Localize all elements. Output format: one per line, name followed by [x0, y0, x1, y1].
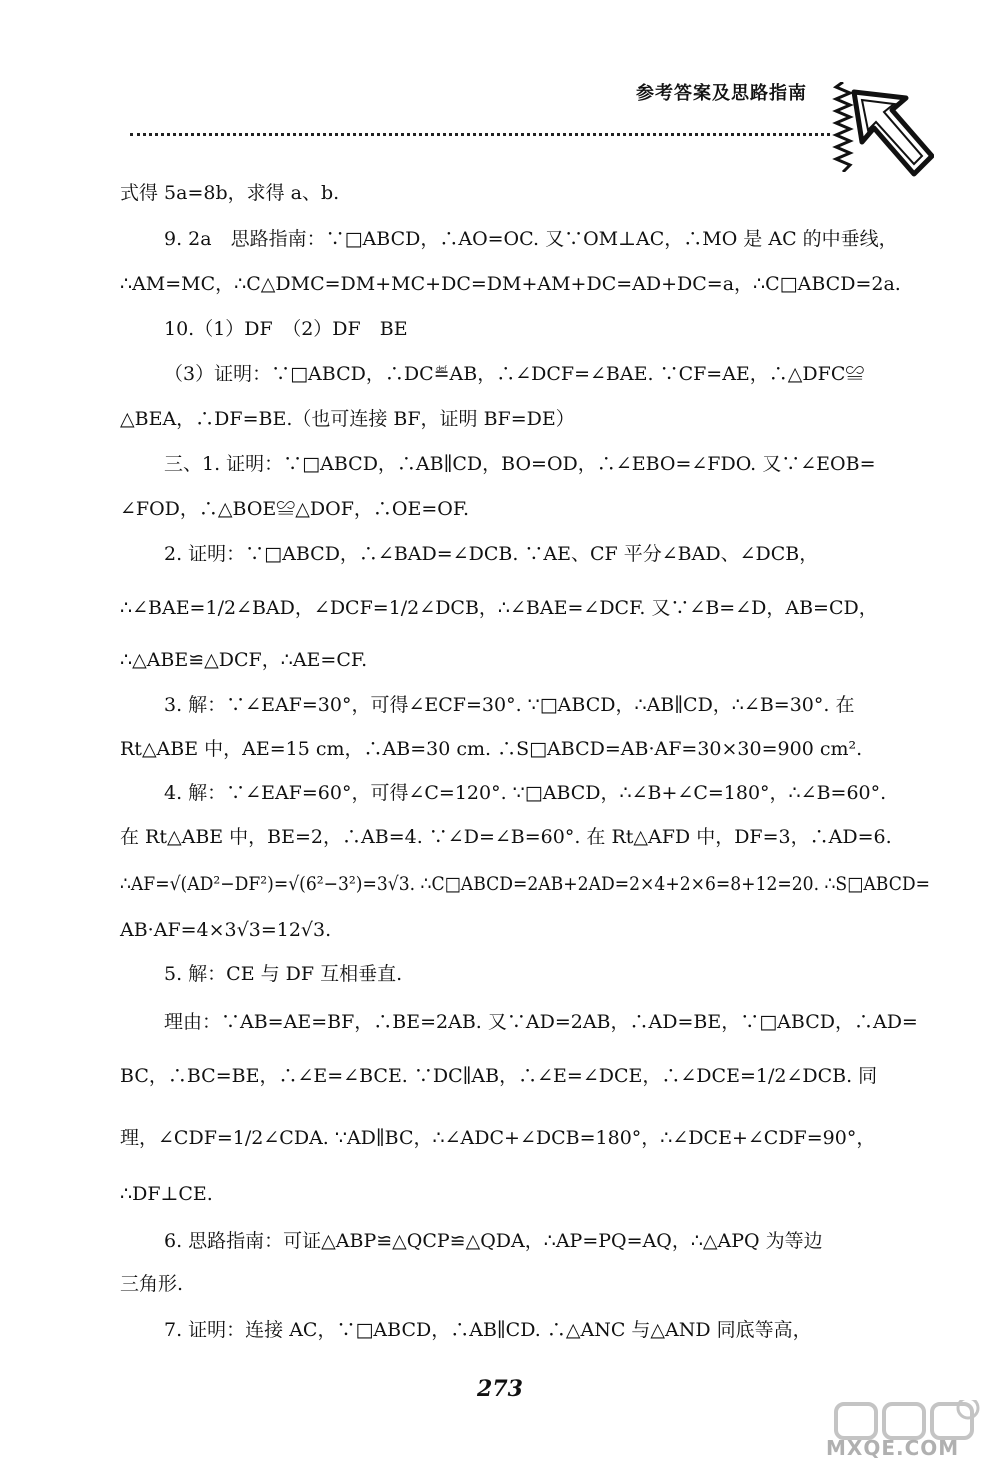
answer-line: ∴∠BAE=1/2∠BAD，∠DCF=1/2∠DCB，∴∠BAE=∠DCF. 又∵∠B=∠D，AB=CD，	[120, 597, 878, 619]
answer-line: 5. 解：CE 与 DF 互相垂直.	[164, 963, 403, 985]
answer-line: ∴AF=√(AD²−DF²)=√(6²−3²)=3√3. ∴C□ABCD=2AB+2AD=2×4+2×6=8+12=20. ∴S□ABCD=	[120, 873, 930, 895]
answer-line: 3. 解：∵∠EAF=30°，可得∠ECF=30°. ∵□ABCD，∴AB∥CD，∴∠B=30°. 在	[164, 694, 855, 716]
answer-line: BC，∴BC=BE，∴∠E=∠BCE. ∵DC∥AB，∴∠E=∠DCE，∴∠DCE=1/2∠DCB. 同	[120, 1065, 878, 1087]
answer-line: ∠FOD，∴△BOE≌△DOF，∴OE=OF.	[120, 498, 470, 520]
answer-line: Rt△ABE 中，AE=15 cm，∴AB=30 cm. ∴S□ABCD=AB·AF=30×30=900 cm².	[120, 738, 863, 760]
answer-line: 2. 证明：∵□ABCD，∴∠BAD=∠DCB. ∵AE、CF 平分∠BAD、∠DCB，	[164, 543, 819, 565]
answer-line: 三、1. 证明：∵□ABCD，∴AB∥CD，BO=OD，∴∠EBO=∠FDO. 又∵∠EOB=	[164, 453, 876, 475]
answer-line: 4. 解：∵∠EAF=60°，可得∠C=120°. ∵□ABCD，∴∠B+∠C=180°，∴∠B=60°.	[164, 782, 887, 804]
page-header-title: 参考答案及思路指南	[636, 83, 807, 104]
answer-line: ∴AM=MC，∴C△DMC=DM+MC+DC=DM+AM+DC=AD+DC=a，∴C□ABCD=2a.	[120, 273, 901, 295]
answer-line: ∴△ABE≌△DCF，∴AE=CF.	[120, 649, 368, 671]
header-dotted-rule	[130, 133, 830, 136]
answer-line: 9. 2a 思路指南：∵□ABCD，∴AO=OC. 又∵OM⊥AC，∴MO 是 AC 的中垂线，	[164, 228, 898, 250]
answer-line: 三角形.	[120, 1273, 184, 1295]
answer-line: 式得 5a=8b，求得 a、b.	[120, 182, 340, 204]
page-number: 273	[477, 1376, 523, 1402]
answer-line: AB·AF=4×3√3=12√3.	[120, 919, 332, 941]
answer-line: 7. 证明：连接 AC，∵□ABCD，∴AB∥CD. ∴△ANC 与△AND 同底等高，	[164, 1319, 812, 1341]
answer-line: 6. 思路指南：可证△ABP≌△QCP≌△QDA，∴AP=PQ=AQ，∴△APQ 为等边	[164, 1230, 823, 1252]
arrow-up-left-icon	[848, 84, 934, 182]
answer-line: 10.（1）DF （2）DF BE	[164, 318, 408, 340]
answer-line: （3）证明：∵□ABCD，∴DC≝AB，∴∠DCF=∠BAE. ∵CF=AE，∴△DFC≌	[164, 363, 865, 385]
watermark-text: MXQE.COM	[826, 1436, 960, 1460]
answer-line: 在 Rt△ABE 中，BE=2，∴AB=4. ∵∠D=∠B=60°. 在 Rt△AFD 中，DF=3，∴AD=6.	[120, 826, 892, 848]
answer-line: 理由：∵AB=AE=BF，∴BE=2AB. 又∵AD=2AB，∴AD=BE，∵□ABCD，∴AD=	[164, 1011, 918, 1033]
answer-line: △BEA，∴DF=BE.（也可连接 BF，证明 BF=DE）	[120, 408, 575, 430]
answer-line: ∴DF⊥CE.	[120, 1183, 213, 1205]
answer-line: 理，∠CDF=1/2∠CDA. ∵AD∥BC，∴∠ADC+∠DCB=180°，∴∠DCE+∠CDF=90°，	[120, 1127, 876, 1149]
